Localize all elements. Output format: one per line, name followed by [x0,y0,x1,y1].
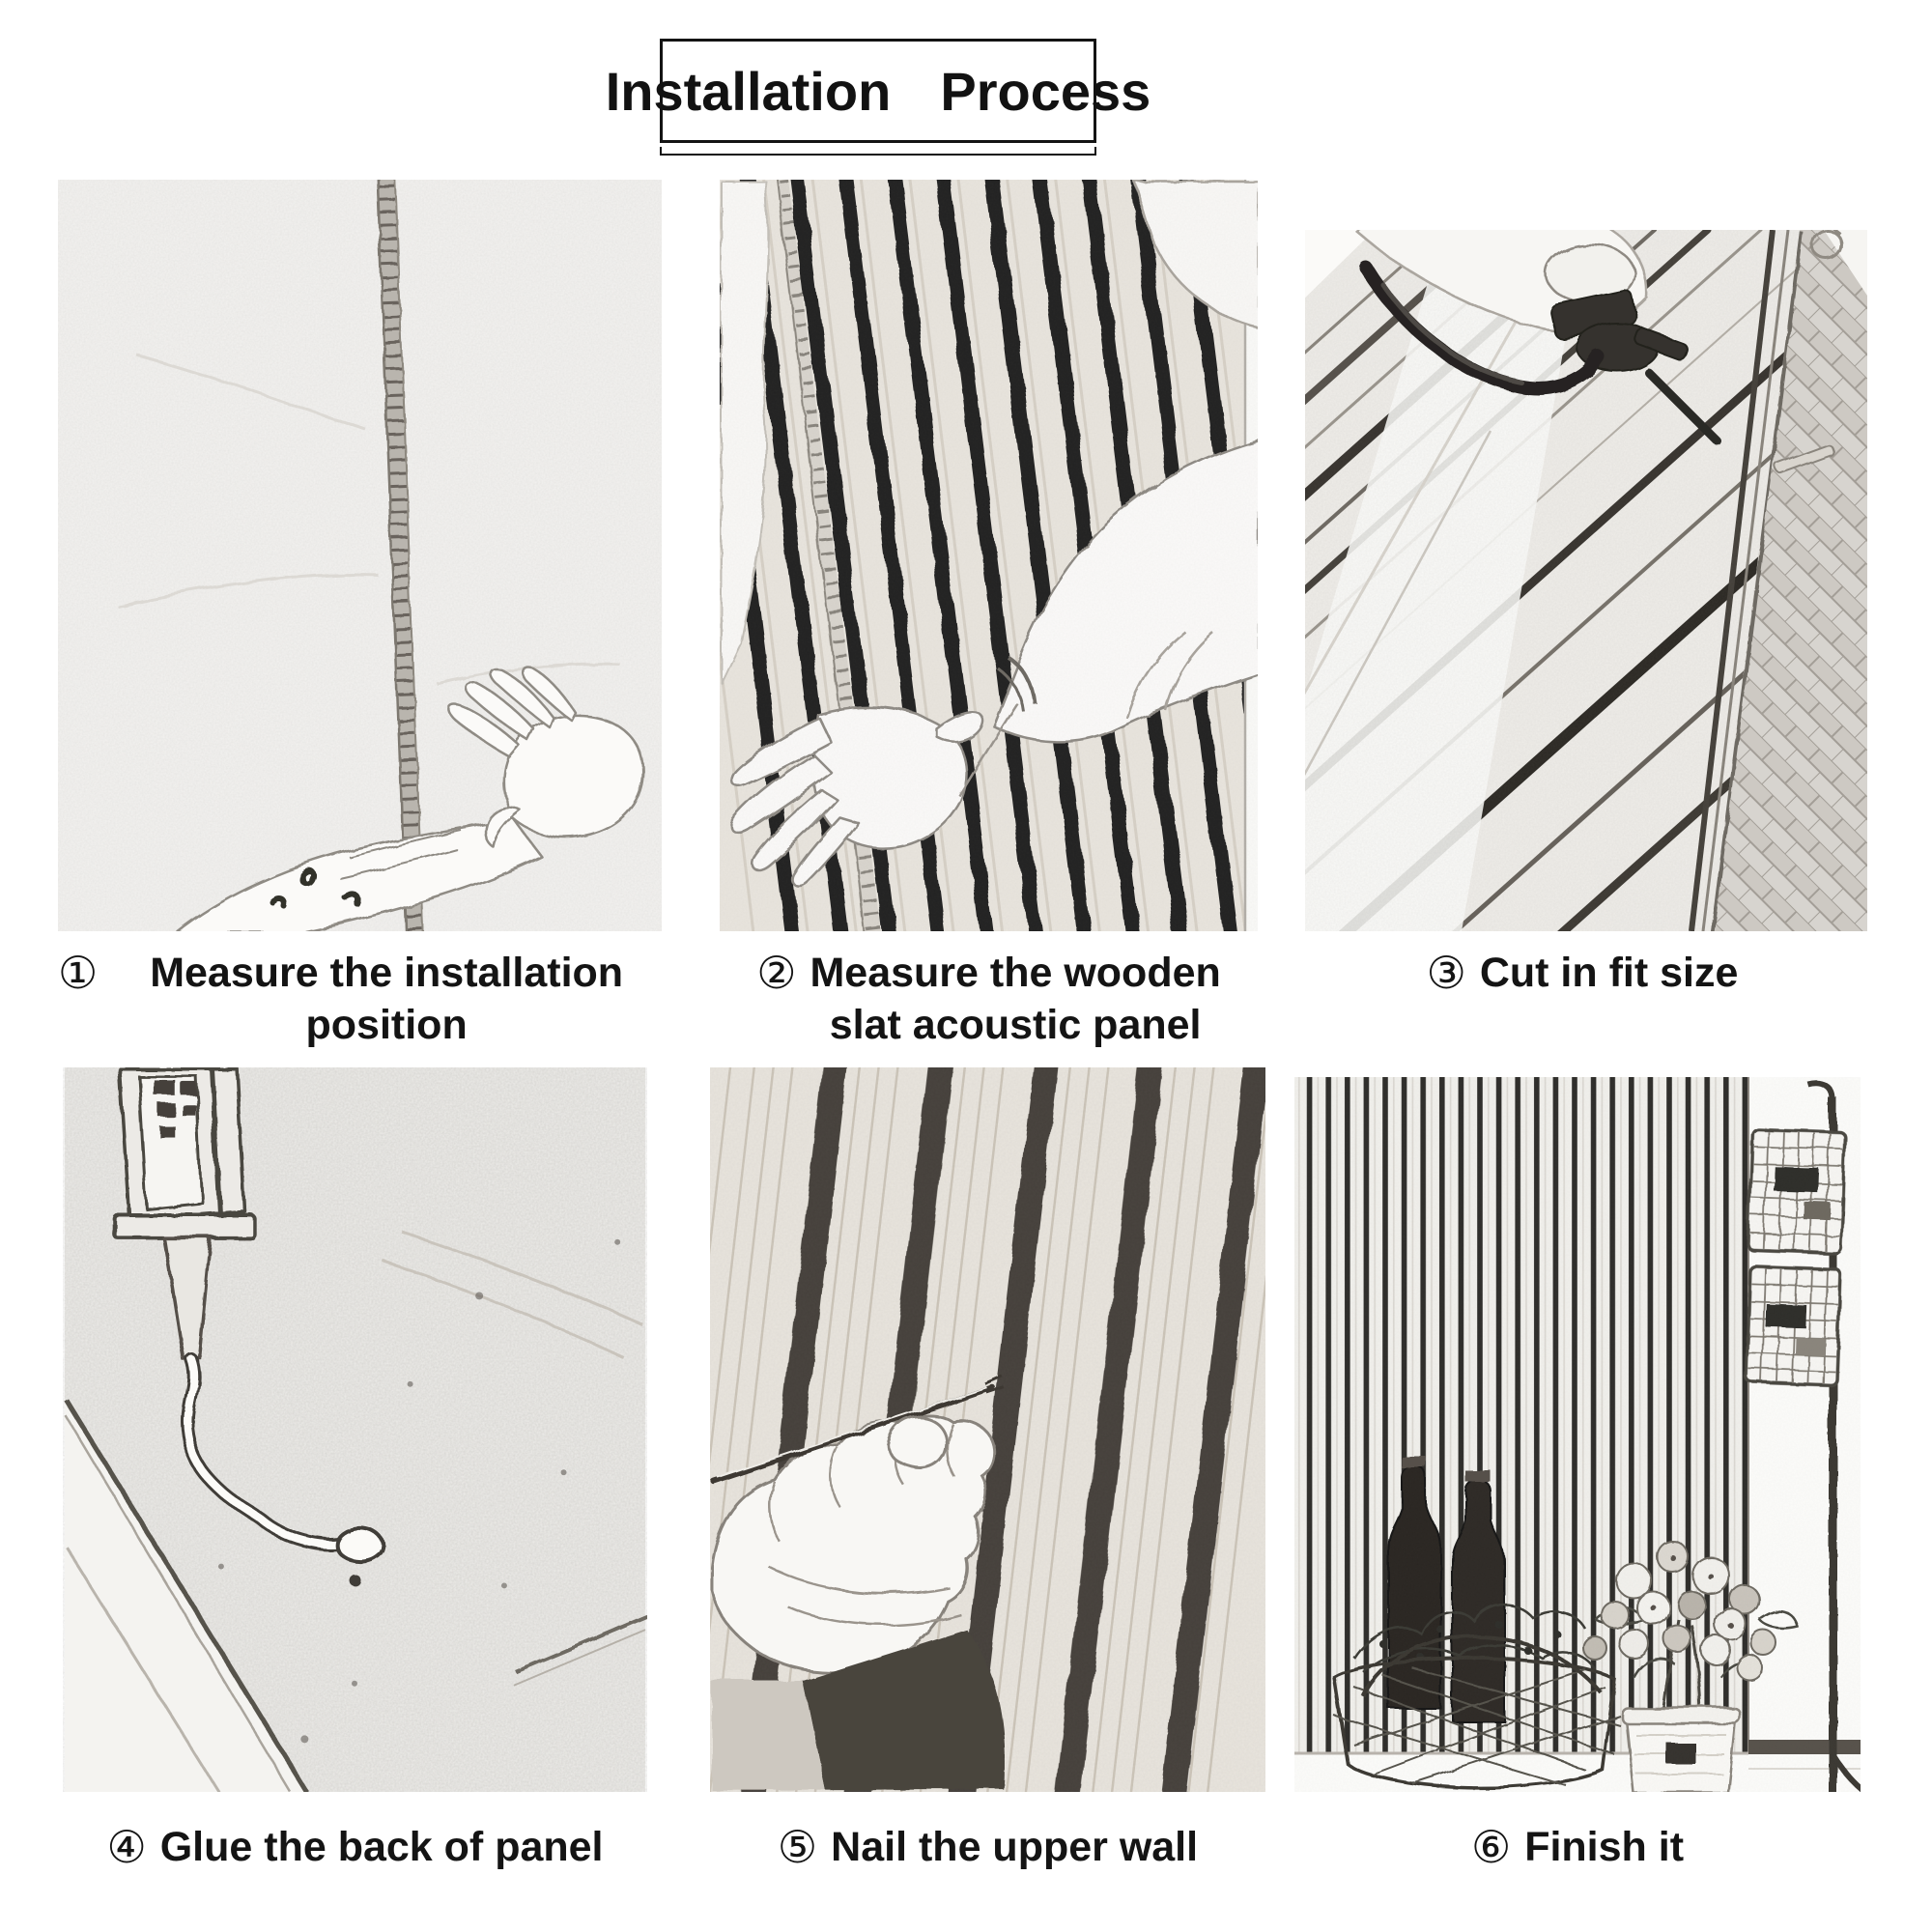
title-box [605,39,1151,143]
step-2-number: ② [756,948,797,998]
step-6-caption-text: Finish it [1524,1824,1685,1870]
step-3-caption-text: Cut in fit size [1479,950,1739,996]
step-6 [1294,1077,1861,1873]
step-1 [58,180,662,1051]
step-3-caption [1427,947,1739,999]
illustration-nail-panel [710,1067,1265,1792]
step-1-caption-text: Measure the installation position [150,950,624,1049]
step-4-number: ④ [106,1822,147,1872]
step-2 [720,180,1258,1051]
measure-panel-sketch-icon [720,180,1258,931]
step-5-number: ⑤ [777,1822,818,1872]
finished-wall-sketch-icon [1294,1077,1861,1792]
step-6-caption [1471,1821,1684,1873]
illustration-cut-panel [1297,180,1867,931]
step-4 [63,1067,647,1873]
illustration-glue-panel [63,1067,647,1792]
step-3 [1297,180,1867,999]
illustration-measure-panel [720,180,1258,931]
step-1-caption [58,947,662,1051]
step-4-caption-text: Glue the back of panel [159,1824,604,1870]
step-2-caption [756,947,1221,1051]
step-5-caption [778,1821,1198,1873]
step-4-caption [106,1821,603,1873]
illustration-measure-wall [58,180,662,931]
glue-panel-sketch-icon [63,1067,647,1792]
nail-panel-sketch-icon [710,1067,1265,1792]
step-3-number: ③ [1426,948,1466,998]
measure-wall-sketch-icon [58,180,662,931]
step-2-caption-text: Measure the wooden slat acoustic panel [810,950,1221,1049]
illustration-finished-wall [1294,1077,1861,1792]
cut-panel-sketch-icon [1297,180,1867,931]
page-title: Installation Process [605,60,1151,122]
step-1-number: ① [58,948,99,998]
title-underline [660,147,1096,156]
step-6-number: ⑥ [1470,1822,1512,1872]
step-5-caption-text: Nail the upper wall [831,1824,1199,1870]
step-5 [710,1067,1265,1873]
